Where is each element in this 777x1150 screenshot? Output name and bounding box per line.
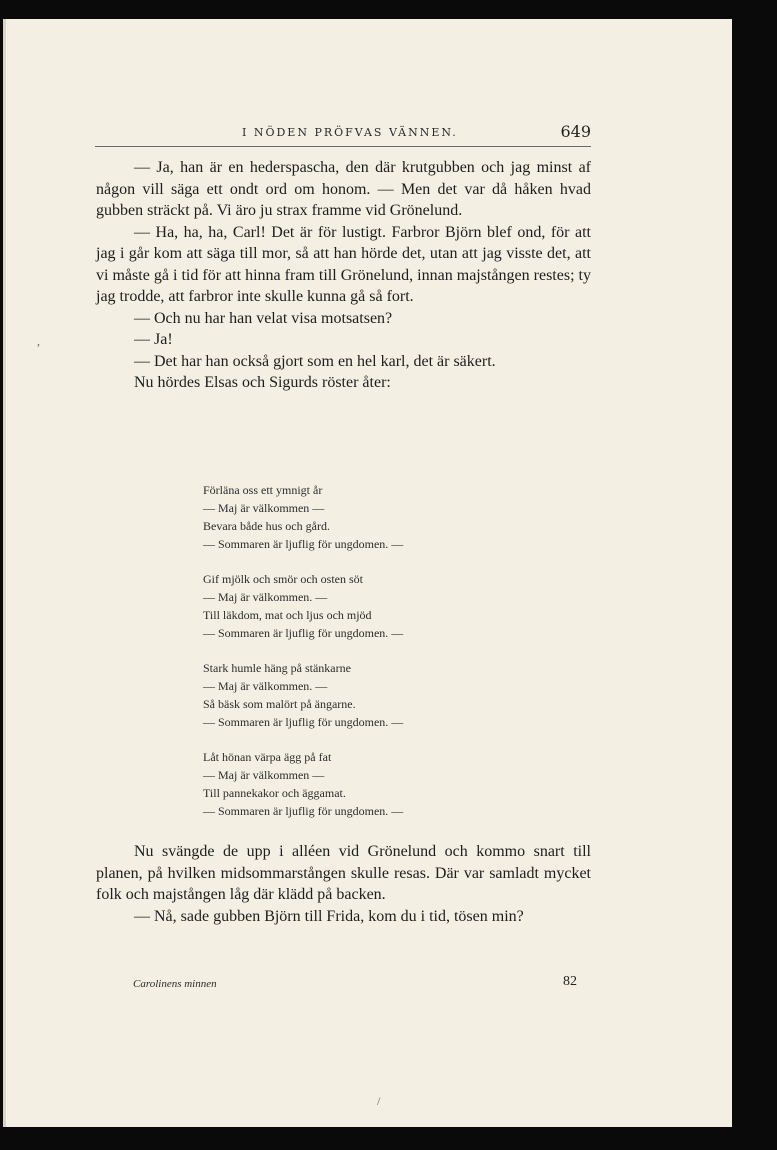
- paragraph: Nu svängde de upp i alléen vid Grönelund och kommo snart till planen, på hvilken midsommarstången skulle resas. Där var samladt mycket folk och majstången låg där klädd på backen.: [96, 843, 591, 903]
- paragraph: — Ha, ha, ha, Carl! Det är för lustigt. Farbror Björn blef ond, för att jag i går kom att säga till mor, så att han hörde det, utan att jag visste det, att vi måste gå i tid för att hinna fram till Grönelund, innan majstången restes; ty jag trodde, att farbror inte skulle kunna gå så fort.: [96, 223, 591, 305]
- page-header: [95, 122, 591, 147]
- verse-line: — Maj är välkommen —: [203, 768, 325, 782]
- verse-line: Stark humle häng på stänkarne: [203, 661, 351, 675]
- prose-bottom: [96, 841, 591, 927]
- verse-line: Så bäsk som malört på ängarne.: [203, 697, 356, 711]
- paragraph: — Ja!: [134, 331, 173, 348]
- verse-line: — Maj är välkommen —: [203, 501, 325, 515]
- margin-mark: ,: [37, 334, 40, 348]
- verse-line: Gif mjölk och smör och osten söt: [203, 572, 363, 586]
- stanza: [203, 748, 403, 820]
- verse-line: — Sommaren är ljuflig för ungdomen. —: [203, 626, 404, 640]
- paragraph: Nu hördes Elsas och Sigurds röster åter:: [134, 374, 391, 391]
- verse-line: — Maj är välkommen. —: [203, 679, 328, 693]
- verse-line: Till läkdom, mat och ljus och mjöd: [203, 608, 372, 622]
- verse-line: Till pannekakor och äggamat.: [203, 786, 346, 800]
- verse-line: Låt hönan värpa ägg på fat: [203, 750, 332, 764]
- running-title: I NÖDEN PRÖFVAS VÄNNEN.: [242, 126, 458, 139]
- book-page: [3, 19, 732, 1127]
- page-number: 649: [560, 122, 591, 141]
- paragraph: — Och nu har han velat visa motsatsen?: [134, 309, 393, 327]
- verse-line: — Sommaren är ljuflig för ungdomen. —: [203, 715, 404, 729]
- stanza: [203, 659, 403, 731]
- signature-mark: Carolinens minnen: [133, 978, 217, 990]
- verse-line: — Sommaren är ljuflig för ungdomen. —: [203, 537, 404, 551]
- verse-line: — Maj är välkommen. —: [203, 590, 328, 604]
- poem: [203, 481, 403, 837]
- prose-top: [96, 157, 591, 394]
- sheet-number: 82: [563, 974, 577, 989]
- stray-mark: /: [377, 1094, 381, 1108]
- paragraph: — Ja, han är en hederspascha, den där krutgubben och jag minst af någon vill säga ett ondt ord om honom. — Men det var då håken hvad gubben sträckt på. Vi äro ju strax framme vid Grönelund.: [96, 159, 591, 219]
- verse-line: Förläna oss ett ymnigt år: [203, 483, 323, 497]
- page-footer: [133, 974, 577, 994]
- paragraph: — Det har han också gjort som en hel karl, det är säkert.: [134, 352, 496, 370]
- stanza: [203, 570, 403, 642]
- verse-line: Bevara både hus och gård.: [203, 519, 330, 533]
- stanza: [203, 481, 403, 553]
- paragraph: — Nå, sade gubben Björn till Frida, kom du i tid, tösen min?: [134, 907, 524, 925]
- verse-line: — Sommaren är ljuflig för ungdomen. —: [203, 804, 404, 818]
